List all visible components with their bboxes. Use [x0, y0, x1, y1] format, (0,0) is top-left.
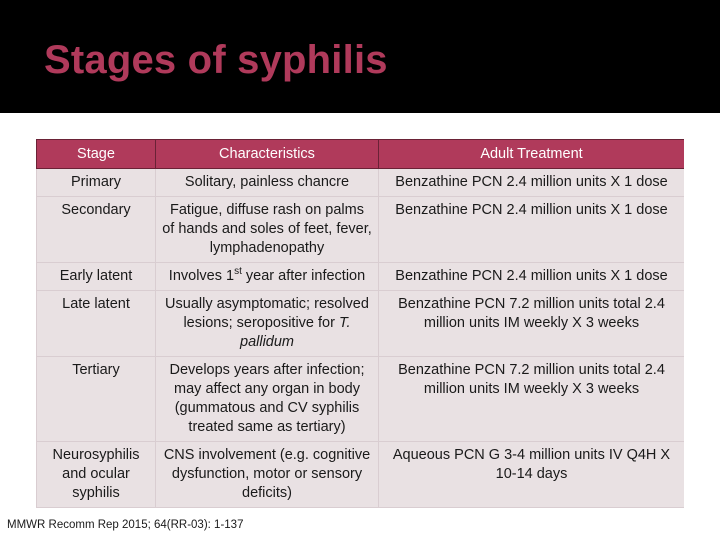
header-characteristics: Characteristics: [156, 140, 379, 169]
treatment-cell: Benzathine PCN 2.4 million units X 1 dose: [379, 169, 685, 197]
table-row: [37, 263, 685, 291]
stages-table: [36, 139, 684, 508]
table-row: [37, 169, 685, 197]
early-latent-text-end: year after infection: [241, 268, 366, 284]
treatment-cell: Benzathine PCN 2.4 million units X 1 dose: [379, 197, 685, 263]
stage-cell: Tertiary: [37, 357, 156, 442]
table-row: [37, 357, 685, 442]
slide-title: Stages of syphilis: [44, 38, 388, 82]
characteristics-cell: Solitary, painless chancre: [156, 169, 379, 197]
ordinal-suffix: st: [234, 266, 242, 278]
characteristics-cell: [156, 263, 379, 291]
stage-cell: Neurosyphilis and ocular syphilis: [37, 442, 156, 508]
table-row: [37, 197, 685, 263]
treatment-cell: Aqueous PCN G 3-4 million units IV Q4H X 10-14 days: [379, 442, 685, 508]
header-treatment: Adult Treatment: [379, 140, 685, 169]
stage-cell: Late latent: [37, 291, 156, 357]
citation-footnote: MMWR Recomm Rep 2015; 64(RR-03): 1-137: [7, 519, 244, 531]
table-container: [36, 139, 684, 540]
organism-name: T. pallidum: [240, 315, 351, 350]
stage-cell: Secondary: [37, 197, 156, 263]
characteristics-cell: Fatigue, diffuse rash on palms of hands and soles of feet, fever, lymphadenopathy: [156, 197, 379, 263]
table-row: [37, 442, 685, 508]
characteristics-cell: Develops years after infection; may affect any organ in body (gummatous and CV syphilis treated same as tertiary): [156, 357, 379, 442]
early-latent-text: Involves 1: [168, 268, 235, 284]
header-row: [37, 140, 685, 169]
stage-cell: Early latent: [37, 263, 156, 291]
treatment-cell: Benzathine PCN 7.2 million units total 2.4 million units IM weekly X 3 weeks: [379, 357, 685, 442]
title-bar: [0, 0, 720, 113]
stage-cell: Primary: [37, 169, 156, 197]
late-latent-text: Usually asymptomatic; resolved lesions; seropositive for: [165, 296, 369, 331]
table-row: [37, 291, 685, 357]
header-stage: Stage: [37, 140, 156, 169]
treatment-cell: Benzathine PCN 2.4 million units X 1 dose: [379, 263, 685, 291]
treatment-cell: Benzathine PCN 7.2 million units total 2.4 million units IM weekly X 3 weeks: [379, 291, 685, 357]
characteristics-cell: [156, 291, 379, 357]
characteristics-cell: CNS involvement (e.g. cognitive dysfunction, motor or sensory deficits): [156, 442, 379, 508]
